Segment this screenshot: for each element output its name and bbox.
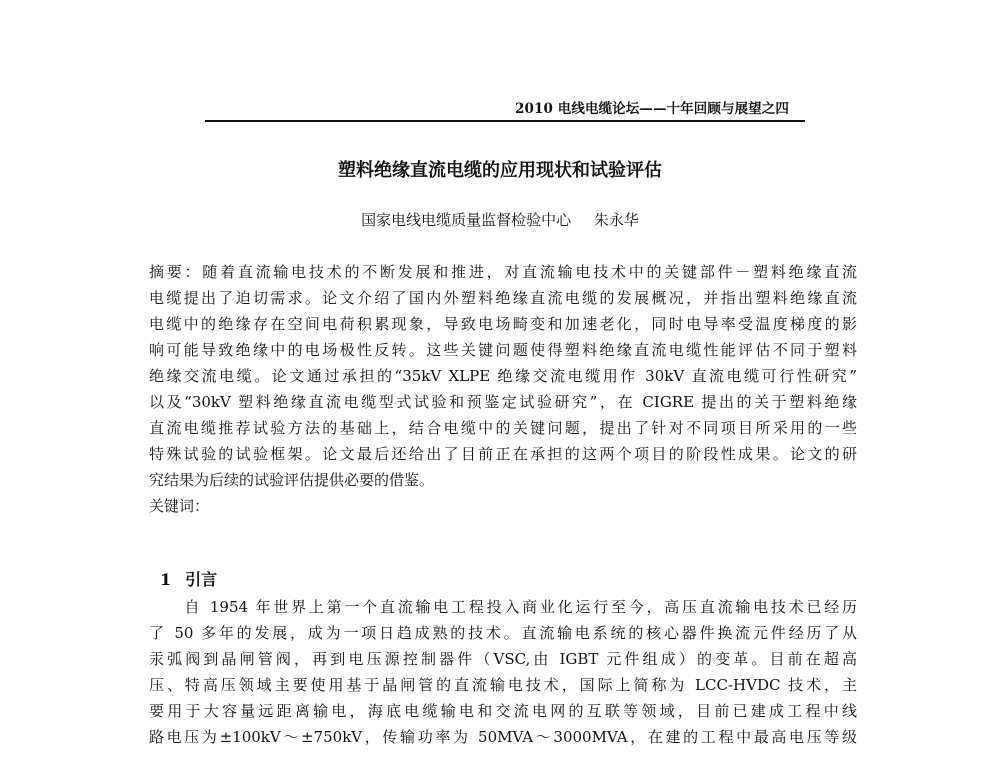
abstract-line: 电缆中的绝缘存在空间电荷积累现象，导致电场畸变和加速老化，同时电导率受温度梯度的影 [149,315,857,333]
abstract-line: 究结果为后续的试验评估提供必要的借鉴。 [149,471,435,489]
body-line: 压、特高压领域主要使用基于晶闸管的直流输电技术，国际上简称为 LCC-HVDC 技术，主 [149,676,857,694]
body-line: 要用于大容量远距离输电，海底电缆输电和交流电网的互联等领域，目前已建成工程中线 [149,702,857,720]
affiliation: 国家电线电缆质量监督检验中心 [361,211,572,229]
abstract-line: 响可能导致绝缘中的电场极性反转。这些关键问题使得塑料绝缘直流电缆性能评估不同于塑料 [149,341,857,359]
abstract-line: 直流电缆推荐试验方法的基础上，结合电缆中的关键问题，提出了针对不同项目所采用的一些 [149,419,857,437]
abstract-line: 摘要：随着直流输电技术的不断发展和推进，对直流输电技术中的关键部件－塑料绝缘直流 [149,263,857,281]
section-title: 引言 [185,570,218,589]
author-name: 朱永华 [593,211,639,229]
section-number: 1 [160,570,172,589]
abstract-line: 电缆提出了迫切需求。论文介绍了国内外塑料绝缘直流电缆的发展概况，并指出塑料绝缘直流 [149,289,857,307]
body-line: 了 50 多年的发展，成为一项日趋成熟的技术。直流输电系统的核心器件换流元件经历了从 [149,624,857,642]
body-line: 汞弧阀到晶闸管阀，再到电压源控制器件（VSC,由 IGBT 元件组成）的变革。目前在超高 [149,650,857,668]
abstract-line: 特殊试验的试验框架。论文最后还给出了目前正在承担的这两个项目的阶段性成果。论文的研 [149,445,857,463]
section-heading [160,567,217,590]
keywords-label: 关键词： [149,497,210,515]
abstract-line: 以及“30kV 塑料绝缘直流电缆型式试验和预鉴定试验研究”，在 CIGRE 提出的关于塑料绝缘 [149,393,857,411]
abstract-line: 绝缘交流电缆。论文通过承担的“35kV XLPE 绝缘交流电缆用作 30kV 直流电缆可行性研究” [149,367,857,385]
body-line: 自 1954 年世界上第一个直流输电工程投入商业化运行至今，高压直流输电技术已经历 [149,598,857,616]
paper-title: 塑料绝缘直流电缆的应用现状和试验评估 [338,160,662,181]
byline [0,209,1000,230]
running-header: 2010 电线电缆论坛——十年回顾与展望之四 [515,101,789,117]
body-line: 路电压为±100kV～±750kV，传输功率为 50MVA～3000MVA，在建的工程中最高电压等级 [149,728,857,746]
header-rule [205,120,805,122]
